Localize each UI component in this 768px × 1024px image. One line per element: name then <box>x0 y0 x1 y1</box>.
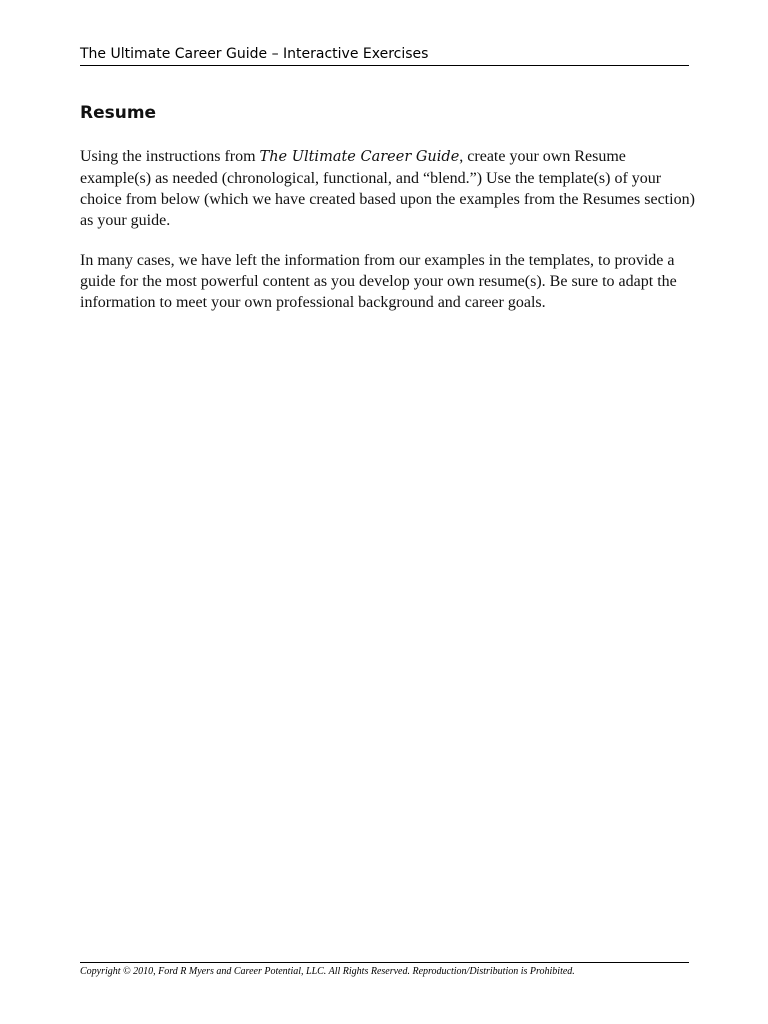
book-title: The Ultimate Career Guide <box>259 149 460 165</box>
page-header <box>80 44 689 66</box>
copyright-notice: Copyright © 2010, Ford R Myers and Career Potential, LLC. All Rights Reserved. Reproduction/Distribution is Prohibited. <box>80 966 575 977</box>
header-title: The Ultimate Career Guide – Interactive Exercises <box>80 46 429 62</box>
paragraph-text-start: Using the instructions from <box>80 148 260 165</box>
guidance-paragraph: In many cases, we have left the information from our examples in the templates, to provide a guide for the most powerful content as you develop your own resume(s). Be sure to adapt the information to meet your own professional background and career goals. <box>80 252 677 311</box>
page-footer <box>80 962 689 977</box>
section-title: Resume <box>80 103 157 123</box>
instructions-paragraph <box>80 146 700 231</box>
paragraph-text-end: , create your own Resume example(s) as needed (chronological, functional, and “blend.”) Use the template(s) of your choice from below (which we have created based upon the examples from the Resumes section) as your guide. <box>80 148 695 229</box>
